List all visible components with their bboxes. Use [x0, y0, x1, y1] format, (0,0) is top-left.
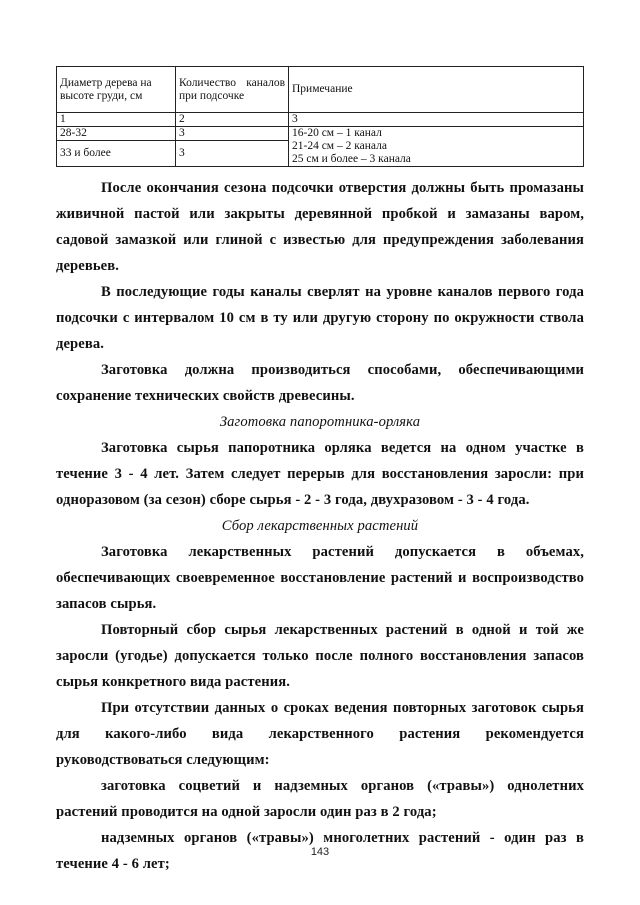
header-diameter: Диаметр дерева на высоте груди, см: [57, 67, 176, 113]
paragraph: При отсутствии данных о сроках ведения повторных заготовок сырья для какого-либо вида лекарственного растения рекомендуется руководствоваться следующим:: [56, 700, 584, 768]
paragraph: Заготовка должна производиться способами, обеспечивающими сохранение технических свойств древесины.: [56, 362, 584, 404]
paragraph: заготовка соцветий и надземных органов («травы») однолетних растений проводится на одной заросли один раз в 2 года;: [56, 778, 584, 820]
channels-cell: 3: [176, 127, 289, 141]
document-page: [56, 66, 584, 877]
column-number-2: 2: [176, 113, 289, 127]
section-heading-medicinal: Сбор лекарственных растений: [221, 518, 419, 534]
paragraph: В последующие годы каналы сверлят на уровне каналов первого года подсочки с интервалом 10 см в ту или другую сторону по окружности ствола дерева.: [56, 284, 584, 352]
cutting-channels-table: [56, 66, 584, 167]
note-line: 21-24 см – 2 канала: [292, 140, 387, 152]
paragraph: После окончания сезона подсочки отверстия должны быть промазаны живичной пастой или закрыты деревянной пробкой и замазаны варом, садовой замазкой или глиной с известью для предупреждения заболевания деревьев.: [56, 180, 584, 274]
diameter-cell: 28-32: [57, 127, 176, 141]
body-text: [56, 175, 584, 877]
note-line: 25 см и более – 3 канала: [292, 153, 411, 165]
paragraph: Заготовка лекарственных растений допускается в объемах, обеспечивающих своевременное восстановление растений и воспроизводство запасов сырья.: [56, 544, 584, 612]
column-number-3: 3: [289, 113, 584, 127]
table-number-row: [57, 113, 584, 127]
paragraph: надземных органов («травы») многолетних растений - один раз в течение 4 - 6 лет;: [56, 830, 584, 872]
header-channels: Количество каналов при подсочке: [176, 67, 289, 113]
page-number: 143: [310, 846, 330, 858]
paragraph: Повторный сбор сырья лекарственных растений в одной и той же заросли (угодье) допускается только после полного восстановления запасов сырья конкретного вида растения.: [56, 622, 584, 690]
paragraph: Заготовка сырья папоротника орляка ведется на одном участке в течение 3 - 4 лет. Затем следует перерыв для восстановления заросли: при одноразовом (за сезон) сборе сырья - 2 - 3 года, двухразовом - 3 - 4 года.: [56, 440, 584, 508]
note-cell: [289, 127, 584, 167]
table-row: [57, 127, 584, 141]
note-line: 16-20 см – 1 канал: [292, 127, 382, 139]
section-heading-fern: Заготовка папоротника-орляка: [219, 414, 421, 430]
table-header-row: [57, 67, 584, 113]
diameter-cell: 33 и более: [57, 141, 176, 167]
header-note: Примечание: [289, 67, 584, 113]
column-number-1: 1: [57, 113, 176, 127]
channels-cell: 3: [176, 141, 289, 167]
